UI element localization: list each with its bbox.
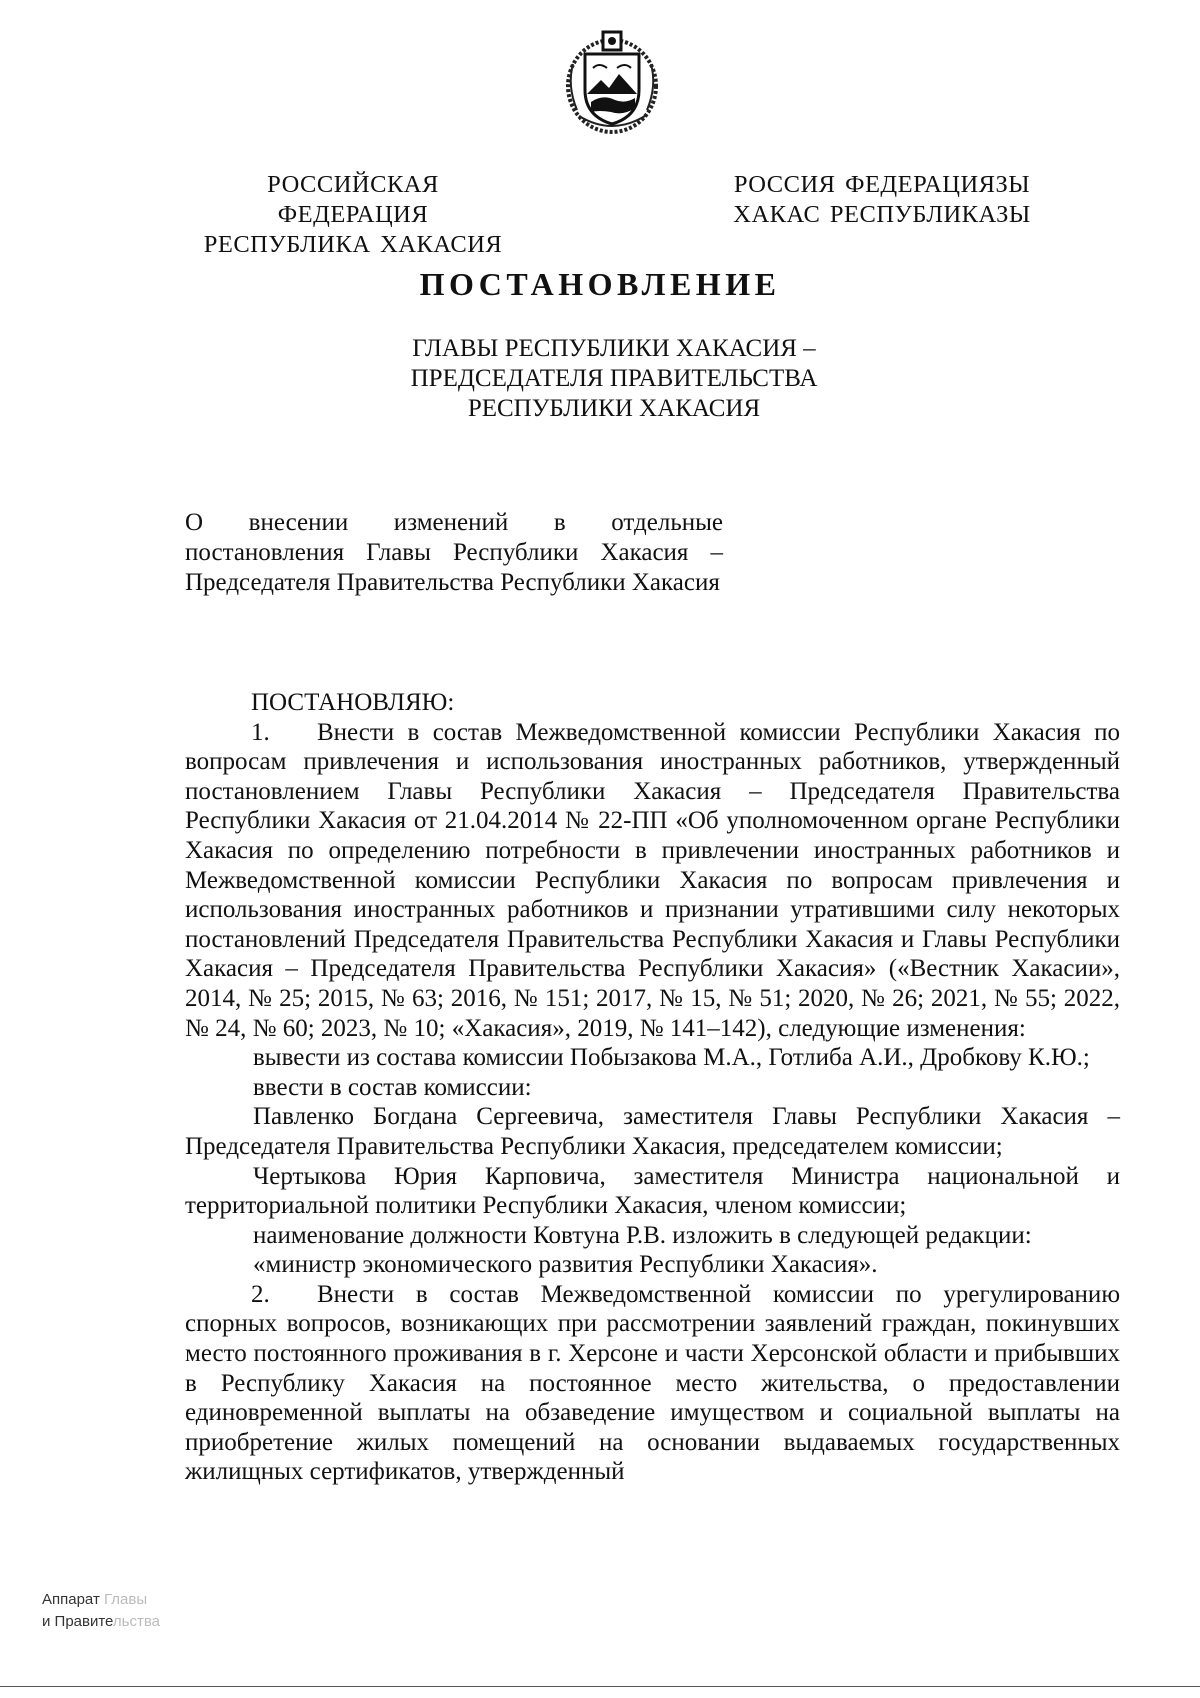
change-item: наименование должности Ковтуна Р.В. изложить в следующей редакции: (253, 1221, 1032, 1249)
clause-1 (185, 718, 1120, 1044)
coat-of-arms-emblem (563, 24, 661, 136)
page-bottom-rule (0, 1686, 1200, 1687)
clause-2-number: 2. (251, 1280, 270, 1308)
clause-2-text: Внести в состав Межведомственной комиссии по урегулированию спорных вопросов, возникающих при рассмотрении заявлений граждан, покинувших место постоянного проживания в г. Херсоне и части Херсонской области и прибывших в Республику Хакасия на постоянное место жительства, о предоставлении единовременной выплаты на обзаведение имуществом и социальной выплаты на приобретение жилых помещений на основании выдаваемых государственных жилищных сертификатов, утвержденный (185, 1280, 1120, 1486)
change-item: «министр экономического развития Республики Хакасия». (253, 1251, 878, 1279)
stamp-line-2-faded: льства (112, 1613, 160, 1630)
decree-word: ПОСТАНОВЛЯЮ: (251, 689, 455, 716)
document-title: ПОСТАНОВЛЕНИЕ (419, 266, 781, 302)
document-subject: О внесении изменений в отдельные постановления Главы Республики Хакасия – Председателя Правительства Республики Хакасия (185, 509, 723, 596)
stamp-line-2: и Правите (42, 1613, 113, 1630)
header-right (732, 170, 1032, 230)
document-body (185, 688, 1120, 1487)
document-subtitle (0, 334, 1200, 424)
subtitle-line-2: ПРЕДСЕДАТЕЛЯ ПРАВИТЕЛЬСТВА (410, 365, 818, 392)
clause-1-text: Внести в состав Межведомственной комиссии Республики Хакасия по вопросам привлечения и использования иностранных работников, утвержденный постановлением Главы Республики Хакасия – Председателя Правительства Республики Хакасия от 21.04.2014 № 22-ПП «Об уполномоченном органе Республики Хакасия по определению потребности в привлечении иностранных работников и Межведомственной комиссии Республики Хакасия по вопросам привлечения и использования иностранных работников и признании утратившими силу некоторых постановлений Председателя Правительства Республики Хакасия и Главы Республики Хакасия – Председателя Правительства Республики Хакасия» («Вестник Хакасии», 2014, № 25; 2015, № 63; 2016, № 151; 2017, № 15, № 51; 2020, № 26; 2021, № 55; 2022, № 24, № 60; 2023, № 10; «Хакасия», 2019, № 141–142), следующие изменения: (185, 718, 1120, 1042)
header-left-line-2: РЕСПУБЛИКА ХАКАСИЯ (203, 231, 503, 258)
change-item: вывести из состава комиссии Побызакова М.А., Готлиба А.И., Дробкову К.Ю.; (253, 1044, 1090, 1072)
header-left-line-1: РОССИЙСКАЯ ФЕДЕРАЦИЯ (267, 171, 439, 228)
stamp-line-1-faded: Главы (104, 1591, 148, 1608)
clause-1-number: 1. (251, 718, 270, 746)
subtitle-line-1: ГЛАВЫ РЕСПУБЛИКИ ХАКАСИЯ – (412, 335, 816, 362)
change-item: Павленко Богдана Сергеевича, заместителя Главы Республики Хакасия – Председателя Правительства Республики Хакасия, председателем комиссии; (185, 1103, 1120, 1160)
registration-stamp (42, 1589, 160, 1633)
header-right-line-2: ХАКАС РЕСПУБЛИКАЗЫ (733, 201, 1031, 228)
change-item: ввести в состав комиссии: (253, 1073, 532, 1101)
coat-of-arms-icon (563, 24, 661, 136)
header-left (188, 170, 518, 260)
header-right-line-1: РОССИЯ ФЕДЕРАЦИЯЗЫ (733, 171, 1031, 198)
change-item: Чертыкова Юрия Карповича, заместителя Министра национальной и территориальной политики Республики Хакасия, членом комиссии; (185, 1162, 1120, 1220)
stamp-line-1: Аппарат (42, 1591, 100, 1608)
subtitle-line-3: РЕСПУБЛИКИ ХАКАСИЯ (467, 395, 761, 422)
clause-2 (185, 1280, 1120, 1487)
